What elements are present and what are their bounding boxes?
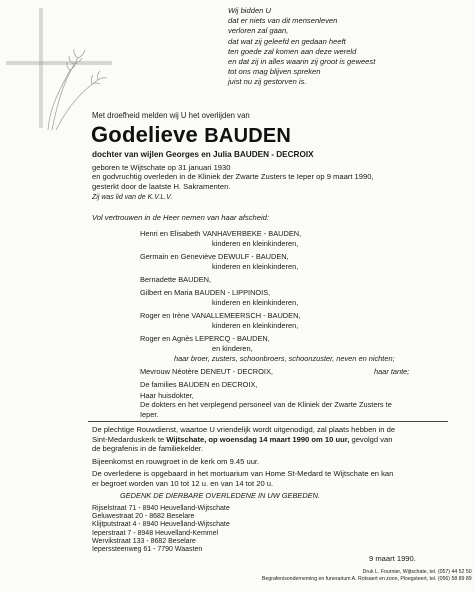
family-line: Roger en Agnès LEPERCQ - BAUDEN, — [140, 334, 270, 343]
address-line: Ieperssteenweg 61 - 7790 Waasten — [92, 546, 203, 554]
address-line: Wervikstraat 133 - 8682 Beselare — [92, 537, 196, 545]
printer-line: Begrafenisonderneming en funerarium A. Rotsaert en zoon, Ploegsteert, tel. (056) 58 89 89 — [262, 576, 472, 582]
bio-line: geboren te Wijtschate op 31 januari 1930 — [92, 163, 231, 172]
family-line: Gilbert en Maria BAUDEN - LIPPINOIS, — [140, 288, 271, 297]
divider — [88, 421, 448, 422]
bio-line: gesterkt door de laatste H. Sakramenten. — [92, 181, 231, 191]
motto: GEDENK DE DIERBARE OVERLEDENE IN UW GEBEDEN. — [120, 491, 320, 500]
family-line: kinderen en kleinkinderen, — [212, 298, 299, 307]
funeral-line: De overledene is opgebaard in het mortuarium van Home St-Medard te Wijtschate en kan — [92, 469, 394, 478]
doctors — [140, 391, 392, 419]
family-line: haar tante; — [374, 367, 410, 376]
family-line: Henri en Elisabeth VANHAVERBEKE - BAUDEN, — [140, 229, 302, 238]
family-line: kinderen en kleinkinderen, — [212, 239, 299, 248]
membership-note: Zij was lid van de K.V.L.V. — [92, 194, 173, 201]
family-line: Bernadette BAUDEN, — [140, 275, 212, 284]
printer-line: Druk L. Fournier, Wijtschate, tel. (057) 44 52 50 — [362, 569, 472, 575]
funeral-line: er begroet worden van 10 tot 12 u. en van 14 tot 20 u. — [92, 478, 274, 488]
funeral-line: de begrafenis in de familiekelder. — [92, 444, 204, 453]
address-list — [92, 505, 230, 554]
funeral-line: Sint-Medarduskerk te Wijtschate, op woensdag 14 maart 1990 om 10 uur, gevolgd van — [92, 434, 393, 444]
poem-line: tot ons mag blijven spreken — [228, 67, 321, 77]
last-name: BAUDEN — [204, 125, 292, 147]
deceased-name — [91, 122, 291, 148]
family-line: De dokters en het verplegend personeel van de Kliniek der Zwarte Zusters te — [140, 400, 392, 410]
address-line: Klijtputstraat 4 - 8940 Heuvelland-Wijtschate — [92, 521, 230, 529]
family-line: Roger en Irène VANALLEMEERSCH - BAUDEN, — [140, 311, 301, 320]
parentage: dochter van wijlen Georges en Julia BAUDEN - DECROIX — [92, 150, 314, 159]
funeral-details — [92, 425, 395, 488]
funeral-date: Wijtschate, op woensdag 14 maart 1990 om 10 uur, — [166, 434, 350, 444]
funeral-line: De plechtige Rouwdienst, waartoe U vriendelijk wordt uitgenodigd, zal plaats hebben in de — [92, 425, 396, 434]
family-line: haar broer, zusters, schoonbroers, schoonzuster, neven en nichten; — [174, 354, 395, 363]
family-line: Germain en Geneviève DEWULF - BAUDEN, — [140, 252, 289, 261]
address-line: Geluwestraat 20 - 8682 Beselare — [92, 513, 195, 521]
printer-info — [262, 569, 472, 583]
family-line: Ieper. — [140, 409, 159, 419]
farewell-intro: Vol vertrouwen in de Heer nemen van haar afscheid: — [92, 213, 270, 222]
family-line: Mevrouw Néotère DENEUT - DECROIX, — [140, 367, 273, 376]
poem-line: verloren zal gaan, — [228, 26, 289, 36]
family-line: De families BAUDEN en DECROIX, — [140, 380, 258, 389]
poem-line: ten goede zal komen aan deze wereld — [228, 46, 357, 56]
address-line: Ieperstraat 7 - 8948 Heuvelland-Kemmel — [92, 529, 219, 537]
first-name: Godelieve — [91, 122, 205, 147]
bio-line: en godvruchtig overleden in de Kliniek der Zwarte Zusters te Ieper op 9 maart 1990, — [92, 172, 374, 182]
intro-text: Met droefheid melden wij U het overlijden van — [92, 111, 250, 120]
family-line: kinderen en kleinkinderen, — [212, 262, 299, 271]
poem — [228, 6, 375, 88]
family-line: Haar huisdokter, — [140, 391, 194, 400]
poem-line: dat wat zij geleefd en gedaan heeft — [228, 36, 346, 46]
poem-line: en dat zij in alles waarin zij groot is geweest — [228, 57, 376, 67]
family-line: en kinderen, — [212, 344, 253, 353]
poem-line: Wij bidden U — [228, 6, 271, 15]
poem-line: juist nu zij gestorven is. — [228, 77, 307, 87]
card-date: 9 maart 1990. — [369, 554, 416, 563]
biography — [92, 163, 374, 191]
funeral-line: Bijeenkomst en rouwgroet in de kerk om 9.45 uur. — [92, 456, 260, 466]
poem-line: dat er niets van dit mensenleven — [228, 16, 338, 26]
family-line: kinderen en kleinkinderen, — [212, 321, 299, 330]
address-line: Rijselstraat 71 - 8940 Heuvelland-Wijtschate — [92, 505, 230, 512]
